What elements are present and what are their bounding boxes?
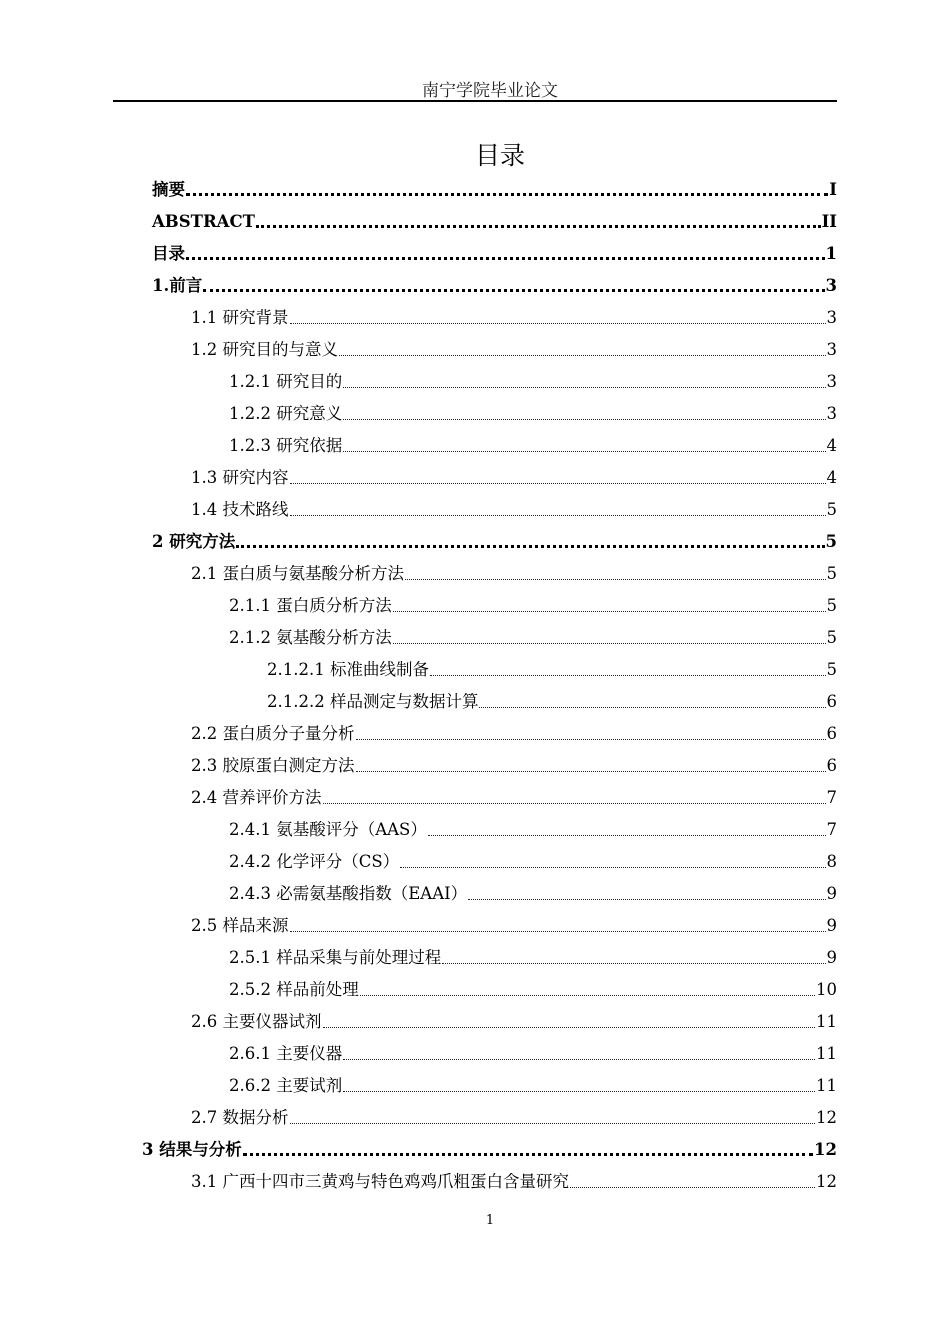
toc-entry[interactable]: 1.前言 3 — [152, 276, 837, 295]
toc-entry[interactable]: 1.2 研究目的与意义 3 — [191, 340, 837, 359]
toc-entry[interactable]: 2 研究方法 5 — [152, 532, 837, 551]
toc-entry[interactable]: 1.1 研究背景 3 — [191, 308, 837, 327]
toc-entry[interactable]: 2.1.2.2 样品测定与数据计算 6 — [267, 692, 837, 711]
toc-entry[interactable]: 2.4.1 氨基酸评分（AAS） 7 — [229, 820, 837, 839]
toc-entry[interactable]: 2.5 样品来源 9 — [191, 916, 837, 935]
toc-entry[interactable]: 2.4.3 必需氨基酸指数（EAAI） 9 — [229, 884, 837, 903]
running-header: 南宁学院毕业论文 — [422, 81, 558, 101]
page-number: 1 — [485, 1213, 495, 1228]
toc-entry[interactable]: 1.3 研究内容 4 — [191, 468, 837, 487]
toc-entry[interactable]: 2.6.2 主要试剂 11 — [229, 1076, 837, 1095]
toc-entry[interactable]: ABSTRACT II — [152, 212, 837, 231]
toc-entry[interactable]: 2.5.1 样品采集与前处理过程 9 — [229, 948, 837, 967]
toc-entry[interactable]: 摘要 I — [152, 180, 837, 199]
toc-entry[interactable]: 2.1.2.1 标准曲线制备 5 — [267, 660, 837, 679]
toc-entry[interactable]: 2.6 主要仪器试剂 11 — [191, 1012, 837, 1031]
toc-entry[interactable]: 2.4.2 化学评分（CS） 8 — [229, 852, 837, 871]
toc-entry[interactable]: 1.2.2 研究意义 3 — [229, 404, 837, 423]
header-divider — [113, 100, 837, 102]
toc-entry[interactable]: 2.6.1 主要仪器 11 — [229, 1044, 837, 1063]
toc-entry[interactable]: 目录 1 — [152, 244, 837, 263]
toc-entry[interactable]: 2.5.2 样品前处理 10 — [229, 980, 837, 999]
toc-title: 目录 — [474, 141, 525, 170]
toc-entry[interactable]: 2.1.2 氨基酸分析方法 5 — [229, 628, 837, 647]
toc-entry[interactable]: 2.1.1 蛋白质分析方法 5 — [229, 596, 837, 615]
toc-entry[interactable]: 3.1 广西十四市三黄鸡与特色鸡鸡爪粗蛋白含量研究 12 — [191, 1172, 837, 1191]
toc-entry[interactable]: 2.3 胶原蛋白测定方法 6 — [191, 756, 837, 775]
toc-entry[interactable]: 2.2 蛋白质分子量分析 6 — [191, 724, 837, 743]
toc-entry[interactable]: 3 结果与分析 12 — [142, 1140, 837, 1159]
toc-entry[interactable]: 1.2.3 研究依据 4 — [229, 436, 837, 455]
toc-entry[interactable]: 2.1 蛋白质与氨基酸分析方法 5 — [191, 564, 837, 583]
toc-entry[interactable]: 2.4 营养评价方法 7 — [191, 788, 837, 807]
toc-entry[interactable]: 1.4 技术路线 5 — [191, 500, 837, 519]
toc-entry[interactable]: 2.7 数据分析 12 — [191, 1108, 837, 1127]
toc-entry[interactable]: 1.2.1 研究目的 3 — [229, 372, 837, 391]
